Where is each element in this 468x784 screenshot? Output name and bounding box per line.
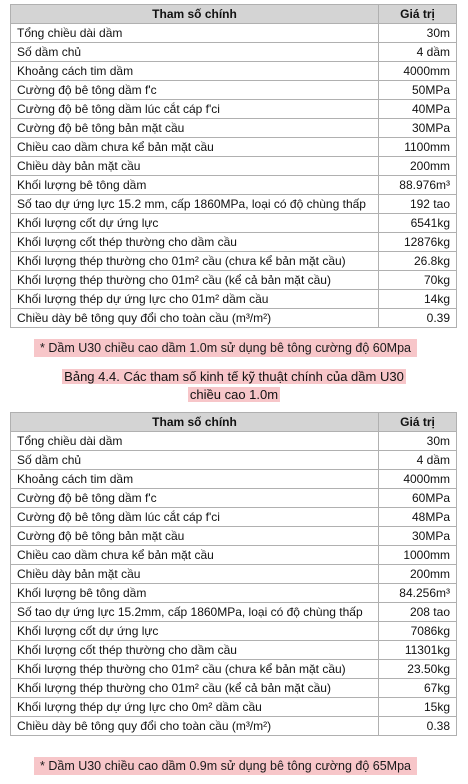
value-cell: 30m <box>379 24 457 43</box>
param-cell: Số tao dự ứng lực 15.2mm, cấp 1860MPa, loại có độ chùng thấp <box>11 603 379 622</box>
footnote-1: * Dầm U30 chiều cao dầm 1.0m sử dụng bê tông cường độ 60Mpa <box>34 339 417 357</box>
param-cell: Khối lượng cốt dự ứng lực <box>11 214 379 233</box>
param-cell: Khối lượng bê tông dầm <box>11 176 379 195</box>
table-row <box>11 24 457 43</box>
value-cell: 12876kg <box>379 233 457 252</box>
param-cell: Chiều dày bản mặt cầu <box>11 565 379 584</box>
value-cell: 208 tao <box>379 603 457 622</box>
param-cell: Cường độ bê tông dầm f'c <box>11 489 379 508</box>
table-row <box>11 252 457 271</box>
param-cell: Khối lượng cốt thép thường cho dầm cầu <box>11 641 379 660</box>
param-cell: Khoảng cách tim dầm <box>11 470 379 489</box>
param-cell: Khối lượng thép thường cho 01m² cầu (kể cả bản mặt cầu) <box>11 679 379 698</box>
param-cell: Cường độ bê tông dầm f'c <box>11 81 379 100</box>
value-cell: 30MPa <box>379 527 457 546</box>
table-body <box>11 24 457 328</box>
value-cell: 7086kg <box>379 622 457 641</box>
header-param: Tham số chính <box>11 413 379 432</box>
table-row <box>11 508 457 527</box>
table-row <box>11 43 457 62</box>
value-cell: 30MPa <box>379 119 457 138</box>
param-cell: Số tao dự ứng lực 15.2 mm, cấp 1860MPa, loại có độ chùng thấp <box>11 195 379 214</box>
table-row <box>11 660 457 679</box>
param-cell: Số dầm chủ <box>11 43 379 62</box>
table-row <box>11 641 457 660</box>
param-cell: Khối lượng cốt dự ứng lực <box>11 622 379 641</box>
table-row <box>11 157 457 176</box>
table-row <box>11 100 457 119</box>
footnote-2: * Dầm U30 chiều cao dầm 0.9m sử dụng bê tông cường độ 65Mpa <box>34 757 417 775</box>
param-cell: Khối lượng cốt thép thường cho dầm cầu <box>11 233 379 252</box>
value-cell: 70kg <box>379 271 457 290</box>
parameters-table-2 <box>10 412 457 736</box>
param-cell: Khối lượng thép thường cho 01m² cầu (chưa kể bản mặt cầu) <box>11 252 379 271</box>
value-cell: 0.38 <box>379 717 457 736</box>
table-row <box>11 584 457 603</box>
param-cell: Số dầm chủ <box>11 451 379 470</box>
table-row <box>11 470 457 489</box>
value-cell: 23.50kg <box>379 660 457 679</box>
value-cell: 4 dầm <box>379 43 457 62</box>
table-row <box>11 290 457 309</box>
table-row <box>11 622 457 641</box>
value-cell: 88.976m³ <box>379 176 457 195</box>
value-cell: 4 dầm <box>379 451 457 470</box>
value-cell: 30m <box>379 432 457 451</box>
table-row <box>11 527 457 546</box>
table-body <box>11 432 457 736</box>
param-cell: Chiều dày bản mặt cầu <box>11 157 379 176</box>
value-cell: 50MPa <box>379 81 457 100</box>
table-row <box>11 195 457 214</box>
value-cell: 60MPa <box>379 489 457 508</box>
param-cell: Cường độ bê tông bản mặt cầu <box>11 527 379 546</box>
value-cell: 67kg <box>379 679 457 698</box>
table-header-row <box>11 413 457 432</box>
value-cell: 200mm <box>379 565 457 584</box>
table-row <box>11 271 457 290</box>
param-cell: Cường độ bê tông bản mặt cầu <box>11 119 379 138</box>
value-cell: 84.256m³ <box>379 584 457 603</box>
param-cell: Khoảng cách tim dầm <box>11 62 379 81</box>
table-row <box>11 603 457 622</box>
table-row <box>11 451 457 470</box>
table-row <box>11 546 457 565</box>
value-cell: 6541kg <box>379 214 457 233</box>
value-cell: 4000mm <box>379 62 457 81</box>
header-value: Giá trị <box>379 413 457 432</box>
table-row <box>11 176 457 195</box>
caption-line-2: chiều cao 1.0m <box>189 387 279 402</box>
table-row <box>11 698 457 717</box>
table-row <box>11 233 457 252</box>
value-cell: 26.8kg <box>379 252 457 271</box>
table-caption <box>0 368 468 404</box>
param-cell: Khối lượng thép thường cho 01m² cầu (chưa kể bản mặt cầu) <box>11 660 379 679</box>
table-row <box>11 309 457 328</box>
value-cell: 192 tao <box>379 195 457 214</box>
param-cell: Khối lượng bê tông dầm <box>11 584 379 603</box>
table-row <box>11 565 457 584</box>
param-cell: Cường độ bê tông dầm lúc cắt cáp f'ci <box>11 100 379 119</box>
value-cell: 48MPa <box>379 508 457 527</box>
table-row <box>11 81 457 100</box>
table-row <box>11 489 457 508</box>
param-cell: Cường độ bê tông dầm lúc cắt cáp f'ci <box>11 508 379 527</box>
param-cell: Khối lượng thép thường cho 01m² cầu (kể cả bản mặt cầu) <box>11 271 379 290</box>
value-cell: 15kg <box>379 698 457 717</box>
value-cell: 40MPa <box>379 100 457 119</box>
header-value: Giá trị <box>379 5 457 24</box>
param-cell: Tổng chiều dài dầm <box>11 24 379 43</box>
table-row <box>11 432 457 451</box>
parameters-table-1 <box>10 4 457 328</box>
value-cell: 1100mm <box>379 138 457 157</box>
param-cell: Chiều cao dầm chưa kể bản mặt cầu <box>11 546 379 565</box>
value-cell: 11301kg <box>379 641 457 660</box>
header-param: Tham số chính <box>11 5 379 24</box>
value-cell: 1000mm <box>379 546 457 565</box>
caption-line-1: Bảng 4.4. Các tham số kinh tế kỹ thuật chính của dầm U30 <box>64 369 404 384</box>
param-cell: Tổng chiều dài dầm <box>11 432 379 451</box>
table-row <box>11 679 457 698</box>
table-row <box>11 138 457 157</box>
table-row <box>11 119 457 138</box>
table-header-row <box>11 5 457 24</box>
table-row <box>11 62 457 81</box>
param-cell: Chiều dày bê tông quy đổi cho toàn cầu (m³/m²) <box>11 717 379 736</box>
value-cell: 200mm <box>379 157 457 176</box>
table-row <box>11 717 457 736</box>
param-cell: Chiều dày bê tông quy đổi cho toàn cầu (m³/m²) <box>11 309 379 328</box>
param-cell: Chiều cao dầm chưa kể bản mặt cầu <box>11 138 379 157</box>
value-cell: 14kg <box>379 290 457 309</box>
param-cell: Khối lượng thép dự ứng lực cho 01m² dầm cầu <box>11 290 379 309</box>
value-cell: 4000mm <box>379 470 457 489</box>
table-row <box>11 214 457 233</box>
value-cell: 0.39 <box>379 309 457 328</box>
param-cell: Khối lượng thép dự ứng lực cho 0m² dầm cầu <box>11 698 379 717</box>
